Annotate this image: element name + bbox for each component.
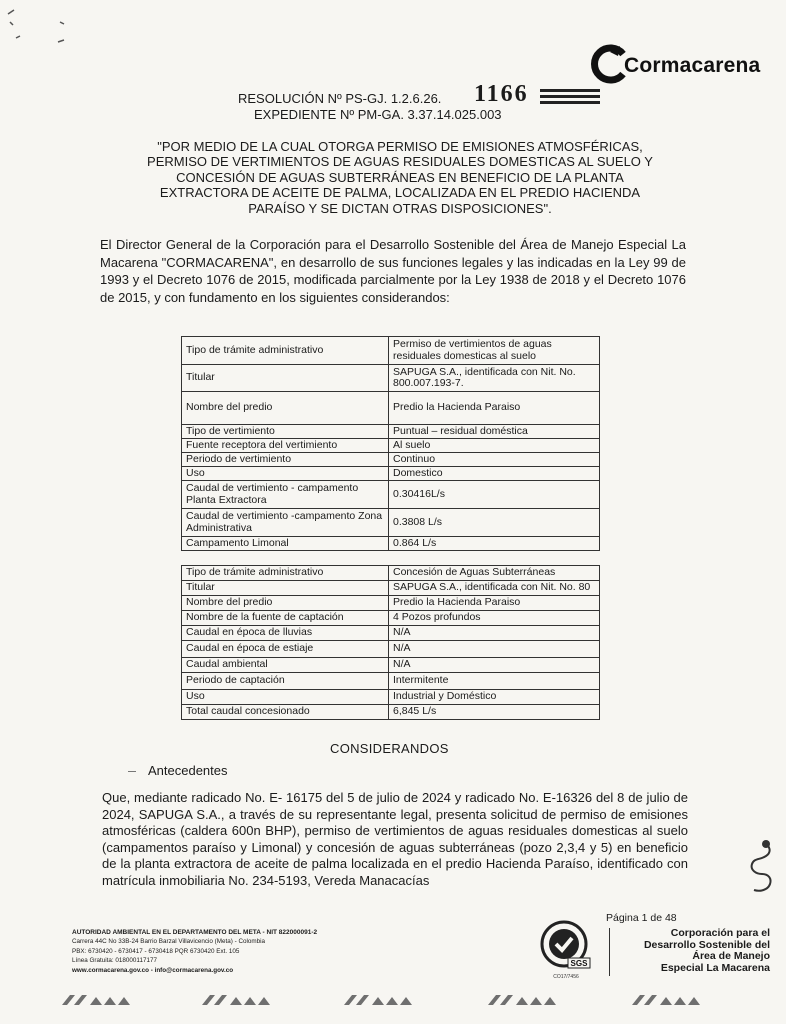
table-row [182,537,600,551]
row-label: Tipo de vertimiento [182,425,389,439]
row-value: Continuo [389,453,600,467]
row-value: SAPUGA S.A., identificada con Nit. No. 800.007.193-7. [389,365,600,392]
row-label: Nombre de la fuente de captación [182,611,389,626]
row-value: Intermitente [389,673,600,690]
row-label: Tipo de trámite administrativo [182,566,389,581]
row-value: Domestico [389,467,600,481]
footer-contact [72,928,432,975]
corp-line: Desarrollo Sostenible del [643,938,770,951]
row-value: 4 Pozos profundos [389,611,600,626]
row-value: 0.30416L/s [389,481,600,509]
footer-authority: AUTORIDAD AMBIENTAL EN EL DEPARTAMENTO DEL META - NIT 822000091-2 [72,929,318,936]
expediente-line: EXPEDIENTE Nº PM-GA. 3.37.14.025.003 [254,107,502,122]
table-row [182,481,600,509]
sgs-certification-icon [538,918,594,984]
row-label: Titular [182,581,389,596]
sgs-label: SGS [570,959,588,968]
footer-address: Carrera 44C No 33B-24 Barrio Barzal Villavicencio (Meta) - Colombia [72,938,266,946]
antecedentes-item [128,763,228,778]
table-row [182,596,600,611]
row-label: Tipo de trámite administrativo [182,337,389,365]
resolucion-label: RESOLUCIÓN Nº PS-GJ. 1.2.6.26. [238,91,442,106]
scan-marks [0,0,90,60]
intro-paragraph: El Director General de la Corporación para el Desarrollo Sostenible del Área de Manejo Especial La Macarena "CORMACARENA", en desarrollo de sus funciones legales y las indicadas en la Ley 99 de 1993 y el Decreto 1076 de 2015, modificada parcialmente por la Ley 1938 de 2018 y el Decreto 1076 de 2015, y con fundamento en los siguientes considerandos: [100,237,686,305]
table-row [182,611,600,626]
cormacarena-logo [590,40,780,90]
row-label: Total caudal concesionado [182,705,389,720]
row-label: Nombre del predio [182,392,389,425]
row-label: Periodo de vertimiento [182,453,389,467]
antecedentes-label: Antecedentes [148,763,228,778]
table-row [182,425,600,439]
footer-stripe-icon [60,994,132,1006]
row-value: SAPUGA S.A., identificada con Nit. No. 80 [389,581,600,596]
footer-web: www.cormacarena.gov.co - info@cormacarena.gov.co [72,966,234,974]
table-row [182,439,600,453]
row-value: Predio la Hacienda Paraiso [389,392,600,425]
vertimientos-table [181,336,600,551]
table-row [182,705,600,720]
row-value: Puntual – residual doméstica [389,425,600,439]
table-row [182,658,600,673]
table-row [182,566,600,581]
title-line: PARAÍSO Y SE DICTAN OTRAS DISPOSICIONES". [248,200,552,216]
table-row [182,581,600,596]
row-label: Caudal de vertimiento - campamento Planta Extractora [182,481,389,509]
row-value: Predio la Hacienda Paraiso [389,596,600,611]
row-label: Campamento Limonal [182,537,389,551]
row-value: 6,845 L/s [389,705,600,720]
title-line: CONCESIÓN DE AGUAS SUBTERRÁNEAS EN BENEFICIO DE LA PLANTA [176,169,624,185]
resolucion-number: 1166 [474,81,529,107]
table-row [182,509,600,537]
figure-doodle-icon [742,838,778,894]
table-row [182,690,600,705]
table-row [182,673,600,690]
title-line: "POR MEDIO DE LA CUAL OTORGA PERMISO DE EMISIONES ATMOSFÉRICAS, [157,139,643,154]
row-value: 0.864 L/s [389,537,600,551]
resolucion-line [238,81,529,107]
row-label: Titular [182,365,389,392]
body-paragraph: Que, mediante radicado No. E- 16175 del 5 de julio de 2024 y radicado No. E-16326 del 8 de julio de 2024, SAPUGA S.A., a través de su representante legal, presenta solicitud de permiso de emisiones atmosféricas (caldera 600n BHP), permiso de vertimientos de aguas residuales domesticas al suelo (campamentos paraíso y Limonal) y concesión de aguas subterráneas (pozo 2,3,4 y 5) en beneficio de la planta extractora de aceite de palma localizada en el predio Hacienda Paraíso, identificado con matrícula inmobiliaria No. 234-5193, Vereda Manacacías [102,790,688,888]
row-value: N/A [389,658,600,673]
table-row [182,641,600,658]
row-value: Concesión de Aguas Subterráneas [389,566,600,581]
concesion-table [181,565,600,720]
document-title [90,139,710,216]
table-row [182,626,600,641]
table-row [182,392,600,425]
footer-stripe-icon [630,994,702,1006]
logo-wordmark: Cormacarena [624,54,761,77]
row-label: Caudal en época de lluvias [182,626,389,641]
row-label: Caudal ambiental [182,658,389,673]
table-row [182,365,600,392]
row-value: 0.3808 L/s [389,509,600,537]
corp-line: Corporación para el [670,927,770,939]
table-row [182,467,600,481]
footer-divider [609,928,610,976]
considerandos-heading: CONSIDERANDOS [330,741,449,756]
row-value: N/A [389,641,600,658]
row-label: Uso [182,690,389,705]
bullet-dash-icon [128,771,136,772]
page-number: Página 1 de 48 [606,912,677,924]
footer-stripe-icon [342,994,414,1006]
cert-code: CO17/7456 [553,974,579,980]
row-value: N/A [389,626,600,641]
row-label: Uso [182,467,389,481]
stamp-bars [540,89,600,107]
row-label: Fuente receptora del vertimiento [182,439,389,453]
footer-stripe-icon [200,994,272,1006]
title-line: EXTRACTORA DE ACEITE DE PALMA, LOCALIZADA EN EL PREDIO HACIENDA [159,185,641,201]
row-value: Permiso de vertimientos de aguas residuales domesticas al suelo [389,337,600,365]
footer-linea: Línea Gratuita: 018000117177 [72,957,157,965]
row-label: Periodo de captación [182,673,389,690]
row-value: Industrial y Doméstico [389,690,600,705]
corp-line: Especial La Macarena [660,961,770,974]
row-label: Nombre del predio [182,596,389,611]
table-row [182,453,600,467]
footer-stripe-icon [486,994,558,1006]
table-row [182,337,600,365]
row-label: Caudal en época de estiaje [182,641,389,658]
corp-line: Área de Manejo [692,950,770,962]
footer-pbx: PBX: 6730420 - 6730417 - 6730418 PQR 6730420 Ext. 105 [72,947,240,955]
row-value: Al suelo [389,439,600,453]
row-label: Caudal de vertimiento -campamento Zona Administrativa [182,509,389,537]
footer-corporation [615,928,770,974]
title-line: PERMISO DE VERTIMIENTOS DE AGUAS RESIDUALES DOMESTICAS AL SUELO Y [147,154,653,170]
